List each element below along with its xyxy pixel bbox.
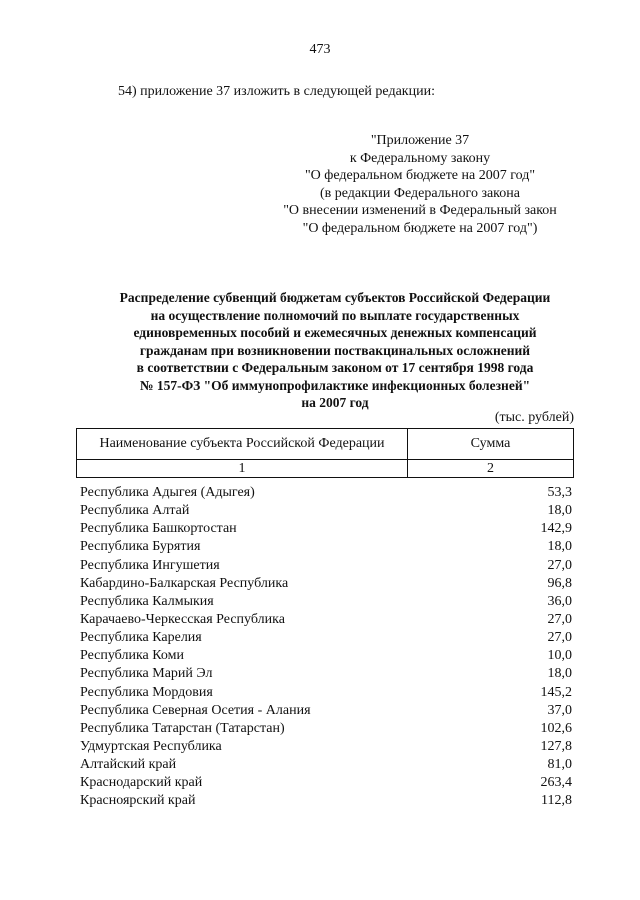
- region-name: Кабардино-Балкарская Республика: [80, 575, 289, 591]
- table-row: [80, 557, 572, 575]
- amount-value: 27,0: [547, 557, 572, 573]
- region-name: Карачаево-Черкесская Республика: [80, 611, 285, 627]
- region-name: Удмуртская Республика: [80, 738, 222, 754]
- amount-value: 81,0: [547, 757, 572, 773]
- unit-label: (тыс. рублей): [494, 410, 574, 425]
- amount-value: 27,0: [547, 630, 572, 646]
- table-row: [80, 520, 572, 538]
- region-name: Республика Коми: [80, 648, 184, 664]
- table-row: [80, 665, 572, 683]
- title-line: № 157-ФЗ "Об иммунопрофилактике инфекционных болезней": [139, 377, 531, 393]
- region-name: Республика Ингушетия: [80, 557, 220, 573]
- appendix-line: "О федеральном бюджете на 2007 год": [304, 168, 536, 183]
- region-name: Республика Северная Осетия - Алания: [80, 702, 311, 718]
- table-row: [80, 593, 572, 611]
- title-line: на 2007 год: [301, 395, 369, 410]
- amount-value: 36,0: [547, 593, 572, 609]
- region-name: Республика Башкортостан: [80, 521, 237, 537]
- table-row: [80, 720, 572, 738]
- appendix-line: к Федеральному закону: [349, 150, 491, 166]
- amount-value: 10,0: [547, 648, 572, 664]
- amount-value: 18,0: [547, 503, 572, 519]
- region-name: Республика Бурятия: [80, 539, 201, 555]
- region-name: Республика Мордовия: [80, 684, 213, 700]
- appendix-line: "Приложение 37: [370, 133, 470, 148]
- table-row: [80, 502, 572, 520]
- column-header-sum: Сумма: [408, 429, 574, 460]
- region-name: Республика Алтай: [80, 503, 190, 519]
- appendix-reference: [240, 132, 600, 237]
- amount-value: 112,8: [541, 793, 572, 809]
- appendix-line: (в редакции Федерального закона: [320, 185, 520, 201]
- table-row: [80, 575, 572, 593]
- appendix-line: "О федеральном бюджете на 2007 год"): [302, 220, 538, 236]
- column-number: 2: [408, 460, 574, 478]
- table-body: [80, 484, 572, 811]
- page-number: 473: [309, 42, 331, 57]
- title-line: на осуществление полномочий по выплате государственных: [150, 307, 520, 323]
- table-row: [80, 647, 572, 665]
- amount-value: 142,9: [540, 521, 572, 537]
- amount-value: 27,0: [547, 611, 572, 627]
- column-number: 1: [77, 460, 408, 478]
- table-row: [80, 629, 572, 647]
- region-name: Алтайский край: [80, 757, 177, 773]
- amount-value: 53,3: [547, 485, 572, 500]
- table-row: [80, 484, 572, 502]
- title-line: в соответствии с Федеральным законом от 17 сентября 1998 года: [136, 360, 534, 375]
- table-row: [80, 611, 572, 629]
- table-row: [80, 756, 572, 774]
- title-line: единовременных пособий и ежемесячных денежных компенсаций: [133, 325, 537, 340]
- amount-value: 18,0: [547, 539, 572, 555]
- document-title: [50, 289, 620, 412]
- column-header-name: Наименование субъекта Российской Федерации: [77, 429, 408, 460]
- amount-value: 96,8: [547, 575, 572, 591]
- amount-value: 145,2: [540, 684, 572, 700]
- amendment-intro: 54) приложение 37 изложить в следующей редакции:: [118, 84, 435, 99]
- region-name: Республика Калмыкия: [80, 593, 214, 609]
- table-row: [80, 792, 572, 810]
- region-name: Республика Карелия: [80, 630, 202, 646]
- amount-value: 37,0: [547, 702, 572, 718]
- region-name: Республика Адыгея (Адыгея): [80, 485, 255, 500]
- table-row: [80, 702, 572, 720]
- amount-value: 18,0: [547, 666, 572, 682]
- amount-value: 127,8: [540, 738, 572, 754]
- amount-value: 263,4: [540, 775, 572, 791]
- region-name: Красноярский край: [80, 793, 196, 809]
- table-row: [80, 738, 572, 756]
- table-row: [80, 538, 572, 556]
- table-row: [80, 774, 572, 792]
- table-header: [76, 428, 574, 478]
- region-name: Республика Татарстан (Татарстан): [80, 720, 285, 736]
- table-row: [80, 684, 572, 702]
- title-line: гражданам при возникновении поствакцинальных осложнений: [139, 342, 531, 358]
- region-name: Республика Марий Эл: [80, 666, 213, 682]
- region-name: Краснодарский край: [80, 775, 203, 791]
- title-line: Распределение субвенций бюджетам субъектов Российской Федерации: [119, 290, 551, 305]
- appendix-line: "О внесении изменений в Федеральный закон: [283, 203, 557, 218]
- amount-value: 102,6: [540, 720, 572, 736]
